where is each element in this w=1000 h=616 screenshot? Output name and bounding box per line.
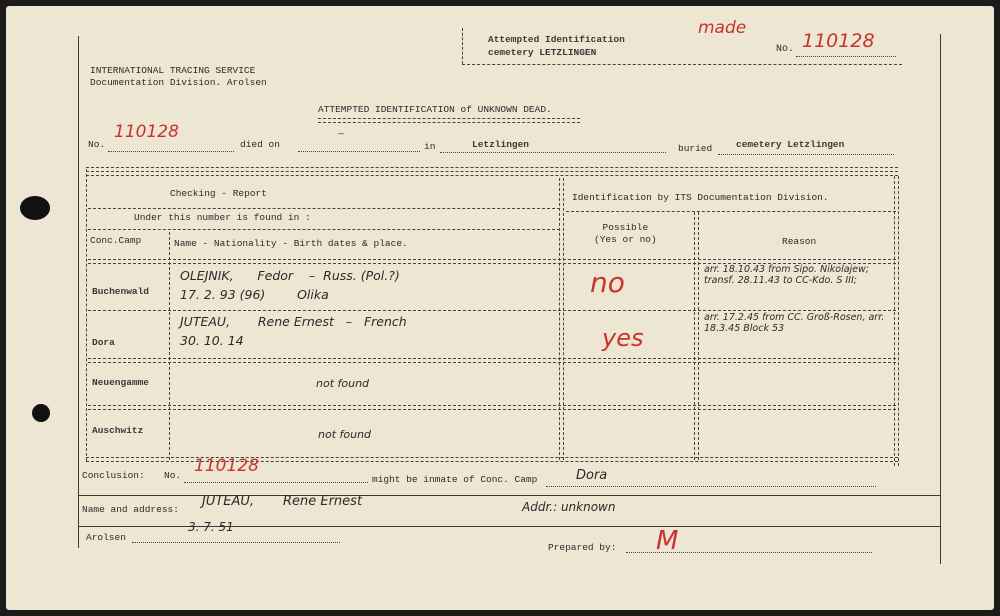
table-top-2 — [86, 171, 898, 172]
row-name-line-1: not found — [318, 428, 372, 441]
row-name-line-2: 17. 2. 93 (96) Olika — [180, 287, 329, 302]
in-underline — [440, 152, 666, 153]
header-no-value: 110128 — [802, 30, 875, 52]
buried-value: cemetery Letzlingen — [736, 139, 845, 150]
might-be-label: might be inmate of Conc. Camp — [372, 474, 538, 485]
identification-header: Identification by ITS Documentation Division. — [572, 192, 829, 203]
table-top-3 — [86, 175, 898, 176]
row-camp: Auschwitz — [92, 425, 144, 436]
footer-date: 3. 7. 51 — [188, 520, 234, 534]
left-border — [78, 36, 79, 548]
footer-date-underline — [132, 542, 340, 543]
record-no-label: No. — [88, 139, 106, 150]
colhead-bottom-1 — [88, 259, 896, 260]
row-camp: Neuengamme — [92, 377, 150, 388]
table-right-2 — [898, 176, 899, 466]
name-address-addr: Addr.: unknown — [522, 500, 616, 514]
row-name-line-1: OLEJNIK, Fedor – Russ. (Pol.?) — [180, 268, 400, 283]
col-camp-header: Conc.Camp — [90, 235, 142, 246]
record-no-value: 110128 — [114, 122, 179, 142]
in-value: Letzlingen — [472, 139, 530, 150]
row-name-line-1: not found — [316, 377, 370, 390]
row-reason: arr. 17.2.45 from CC. Groß-Rosen, arr. 18.3.45 Block 53 — [704, 312, 885, 334]
row-divider-3b — [88, 409, 896, 410]
prepared-by-signature: M — [656, 526, 679, 556]
in-label: in — [424, 141, 436, 152]
divider-camp — [169, 232, 170, 460]
org-line-1: INTERNATIONAL TRACING SERVICE — [90, 65, 256, 76]
title-underline-1 — [318, 118, 580, 119]
table-left — [86, 169, 87, 461]
record-no-underline — [108, 151, 234, 152]
row-name-line-1: JUTEAU, Rene Ernest – French — [180, 314, 407, 329]
made-note: made — [698, 18, 747, 38]
stamp-box-left — [462, 28, 463, 64]
conclusion-no-underline — [184, 482, 368, 483]
footer-place: Arolsen — [86, 532, 126, 543]
prepared-by-label: Prepared by: — [548, 542, 617, 553]
table-top-1 — [86, 167, 898, 168]
conclusion-label: Conclusion: — [82, 470, 145, 481]
page-title: ATTEMPTED IDENTIFICATION of UNKNOWN DEAD. — [318, 104, 552, 115]
name-address-label: Name and address: — [82, 504, 179, 515]
divider-main-1 — [559, 178, 560, 460]
row-divider-2b — [88, 362, 896, 363]
conclusion-camp: Dora — [576, 468, 608, 483]
header-no-label: No. — [776, 44, 795, 55]
row-possible: no — [590, 266, 625, 299]
punch-hole-bottom — [32, 404, 50, 422]
died-on-label: died on — [240, 139, 280, 150]
title-underline-2 — [318, 122, 580, 123]
stamp-line-2: cemetery LETZLINGEN — [488, 47, 597, 58]
stamp-box-bottom — [462, 64, 902, 65]
row-camp: Dora — [92, 337, 115, 348]
ident-header-line — [566, 211, 896, 212]
punch-hole-top — [20, 196, 50, 220]
buried-underline — [718, 154, 894, 155]
checking-report-header: Checking - Report — [170, 188, 267, 199]
stamp-line-1: Attempted Identification — [488, 34, 625, 45]
died-on-underline — [298, 151, 420, 152]
right-border — [940, 34, 941, 564]
document-card — [6, 6, 994, 610]
under-header-line — [88, 208, 560, 209]
subheader-line — [88, 229, 560, 230]
table-right-1 — [894, 176, 895, 466]
divider-possible — [694, 212, 695, 460]
conclusion-no-label: No. — [164, 470, 182, 481]
col-reason-header: Reason — [782, 236, 817, 247]
divider-possible-2 — [698, 212, 699, 460]
prepared-by-underline — [626, 552, 872, 553]
row-divider-2 — [88, 358, 896, 359]
under-number-label: Under this number is found in : — [134, 212, 311, 223]
row-name-line-2: 30. 10. 14 — [180, 333, 244, 348]
row-possible: yes — [602, 324, 644, 352]
conclusion-no-value: 110128 — [194, 456, 259, 476]
divider-main-2 — [563, 178, 564, 460]
org-line-2: Documentation Division. Arolsen — [90, 77, 267, 88]
row-camp: Buchenwald — [92, 286, 150, 297]
row-divider-1 — [88, 310, 896, 311]
row-reason: arr. 18.10.43 from Sipo. Nikolajew; transf. 28.11.43 to CC-Kdo. S III; — [704, 264, 869, 286]
name-address-name: JUTEAU, Rene Ernest — [202, 494, 363, 509]
row-divider-3 — [88, 405, 896, 406]
buried-label: buried — [678, 143, 713, 154]
conclusion-camp-underline — [546, 486, 876, 487]
header-no-underline — [796, 56, 896, 57]
died-on-value: — — [338, 128, 344, 139]
col-possible-header: Possible (Yes or no) — [594, 222, 657, 245]
col-name-header: Name - Nationality - Birth dates & place. — [174, 238, 408, 249]
